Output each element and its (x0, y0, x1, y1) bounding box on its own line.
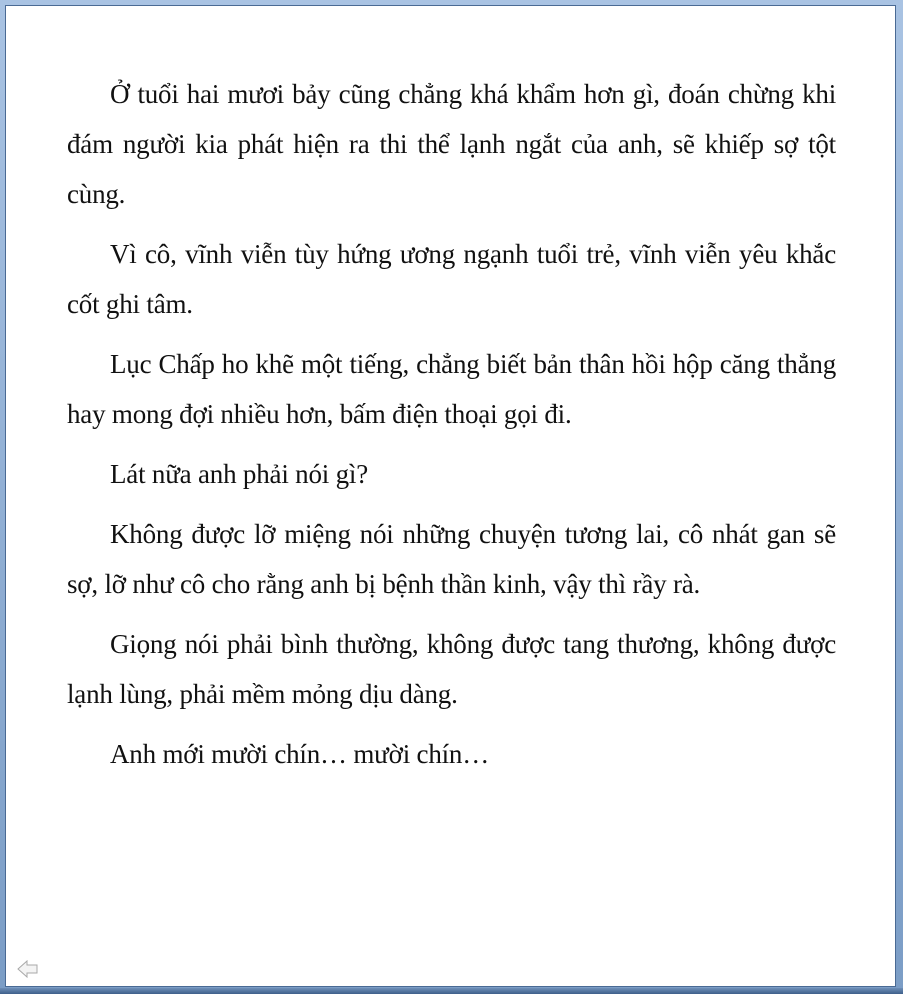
document-page (5, 5, 896, 987)
window-bottom-border (0, 988, 903, 994)
paragraph: Không được lỡ miệng nói những chuyện tương lai, cô nhát gan sẽ sợ, lỡ như cô cho rằng anh bị bệnh thần kinh, vậy thì rầy rà. (67, 519, 836, 599)
paragraph: Ở tuổi hai mươi bảy cũng chẳng khá khẩm hơn gì, đoán chừng khi đám người kia phát hiện ra thi thể lạnh ngắt của anh, sẽ khiếp sợ tột cùng. (67, 79, 836, 209)
paragraph: Anh mới mười chín… mười chín… (110, 739, 490, 769)
document-body (67, 69, 836, 789)
paragraph: Giọng nói phải bình thường, không được tang thương, không được lạnh lùng, phải mềm mỏng dịu dàng. (67, 629, 836, 709)
paragraph: Lát nữa anh phải nói gì? (110, 459, 369, 489)
back-arrow-icon[interactable] (17, 960, 39, 978)
paragraph: Lục Chấp ho khẽ một tiếng, chẳng biết bản thân hồi hộp căng thẳng hay mong đợi nhiều hơn, bấm điện thoại gọi đi. (67, 349, 836, 429)
paragraph: Vì cô, vĩnh viễn tùy hứng ương ngạnh tuổi trẻ, vĩnh viễn yêu khắc cốt ghi tâm. (67, 239, 836, 319)
